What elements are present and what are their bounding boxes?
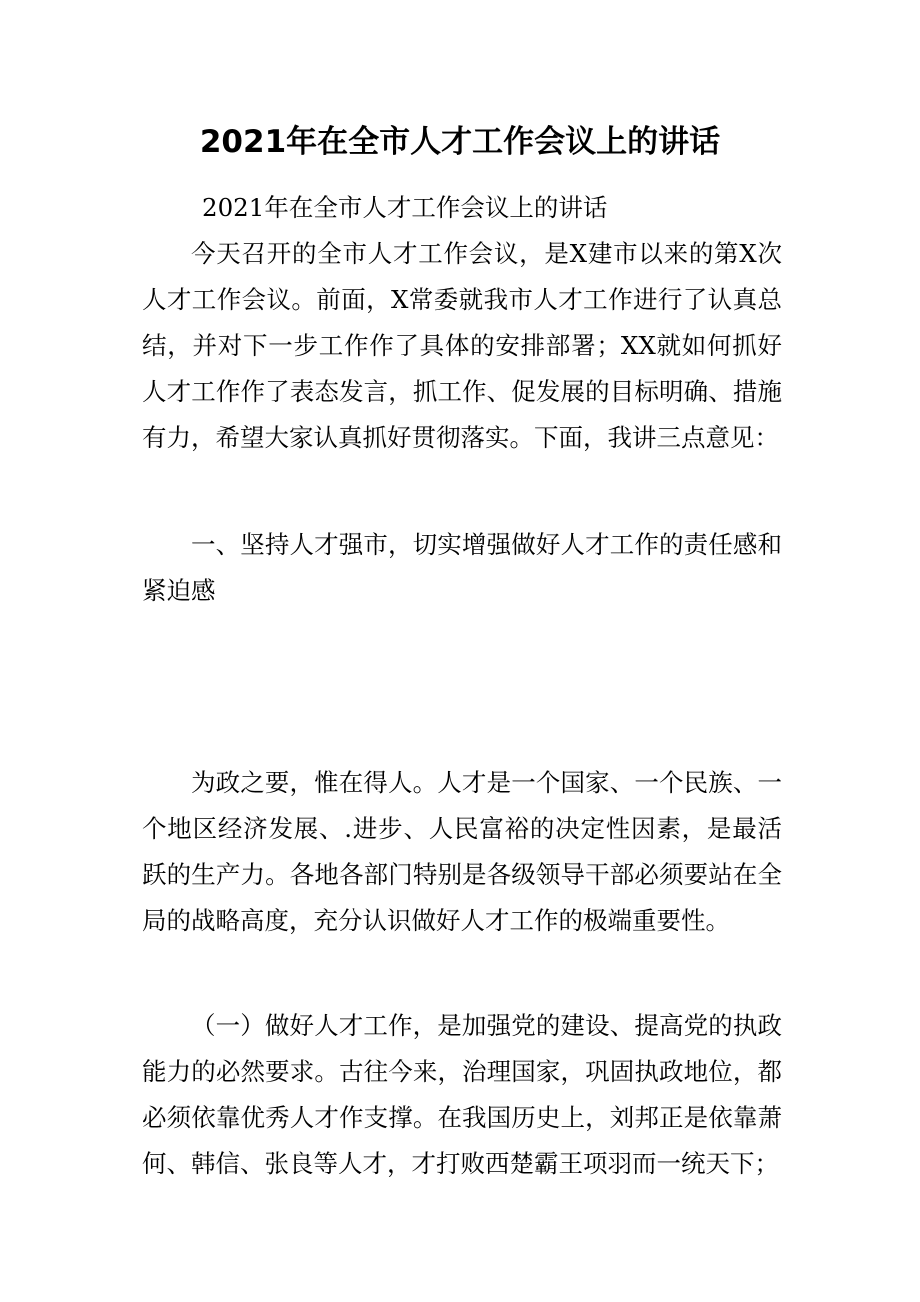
paragraph-subpoint-1: （一）做好人才工作，是加强党的建设、提高党的执政能力的必然要求。古往今来，治理国家，巩固执政地位，都必须依靠优秀人才作支撑。在我国历史上，刘邦正是依靠萧何、韩信、张良等人才，才打败西楚霸王项羽而一统天下； bbox=[142, 1011, 782, 1178]
paragraph-talent-importance: 为政之要，惟在得人。人才是一个国家、一个民族、一个地区经济发展、.进步、人民富裕的决定性因素，是最活跃的生产力。各地各部门特别是各级领导干部必须要站在全局的战略高度，充分认识做好人才工作的极端重要性。 bbox=[142, 768, 782, 935]
section-heading-1: 一、坚持人才强市，切实增强做好人才工作的责任感和紧迫感 bbox=[142, 530, 782, 605]
document-subtitle: 2021年在全市人才工作会议上的讲话 bbox=[202, 193, 608, 222]
paragraph-intro: 今天召开的全市人才工作会议，是X建市以来的第X次人才工作会议。前面，X常委就我市人才工作进行了认真总结，并对下一步工作作了具体的安排部署；XX就如何抓好人才工作作了表态发言，抓工作、促发展的目标明确、措施有力，希望大家认真抓好贯彻落实。下面，我讲三点意见： bbox=[142, 239, 782, 452]
document-title: 2021年在全市人才工作会议上的讲话 bbox=[199, 124, 721, 160]
